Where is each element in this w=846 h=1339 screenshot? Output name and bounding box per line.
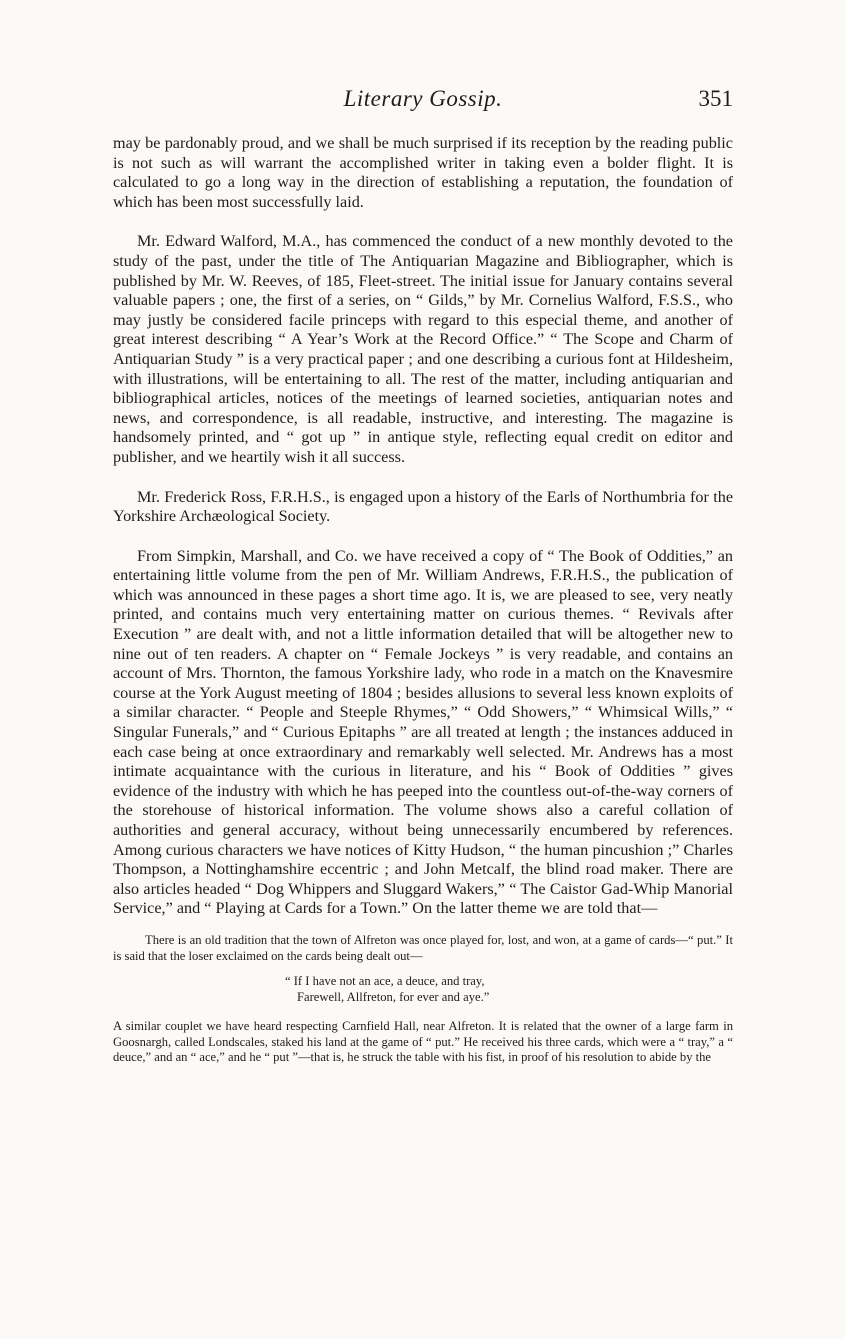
paragraph-book-of-oddities: From Simpkin, Marshall, and Co. we have received a copy of “ The Book of Oddities,” an entertaining little volume from the pen of Mr. William Andrews, F.R.H.S., the publication of which was announced in these pages a short time ago. It is, we are pleased to see, very neatly printed, and contains much very entertaining matter on curious themes. “ Revivals after Execution ” are dealt with, and not a little information detailed that will be altogether new to nine out of ten readers. A chapter on “ Female Jockeys ” is very readable, and contains an account of Mrs. Thornton, the famous Yorkshire lady, who rode in a match on the Knavesmire course at the York August meeting of 1804 ; besides allusions to several less known exploits of a similar character. “ People and Steeple Rhymes,” “ Odd Showers,” “ Whimsical Wills,” “ Singular Funerals,” and “ Curious Epitaphs ” are all treated at length ; the instances adduced in each case being at once extraordinary and remarkably well selected. Mr. Andrews has a most intimate acquaintance with the curious in literature, and his “ Book of Oddities ” gives evidence of the industry with which he has peeped into the countless out-of-the-way corners of the storehouse of historical information. The volume shows also a careful collation of authorities and general accuracy, without being unnecessarily encumbered by references. Among curious characters we have notices of Kitty Hudson, “ the human pincushion ;” Charles Thompson, a Nottinghamshire eccentric ; and John Metcalf, the blind road maker. There are also articles headed “ Dog Whippers and Sluggard Wakers,” “ The Caistor Gad-Whip Manorial Service,” and “ Playing at Cards for a Town.” On the latter theme we are told that—: [113, 546, 733, 918]
paragraph-frederick-ross: Mr. Frederick Ross, F.R.H.S., is engaged upon a history of the Earls of Northumbria for the Yorkshire Archæological Society.: [113, 487, 733, 526]
verse-line-1: “ If I have not an ace, a deuce, and tray,: [285, 974, 485, 989]
verse-couplet: [285, 973, 733, 1005]
article-body: [113, 134, 733, 1066]
block-quote: There is an old tradition that the town of Alfreton was once played for, lost, and won, at a game of cards—“ put.” It is said that the loser exclaimed on the cards being dealt out—: [113, 932, 733, 963]
verse-line-2: Farewell, Allfreton, for ever and aye.”: [297, 990, 490, 1005]
page-header: [113, 86, 733, 116]
paragraph-continued: may be pardonably proud, and we shall be much surprised if its reception by the reading public is not such as will warrant the accomplished writer in taking even a bolder flight. It is calculated to go a long way in the direction of establishing a reputation, the foundation of which has been most successfully laid.: [113, 134, 733, 211]
closing-paragraph: A similar couplet we have heard respecting Carnfield Hall, near Alfreton. It is related that the owner of a large farm in Goosnargh, called Londscales, staked his land at the game of “ put.” He received his three cards, which were a “ tray,” a “ deuce,” and an “ ace,” and he “ put ”—that is, he struck the table with his fist, in proof of his resolution to abide by the: [113, 1019, 733, 1065]
running-head: Literary Gossip.: [343, 86, 503, 111]
page-number: 351: [698, 86, 733, 111]
paragraph-antiquarian-magazine: Mr. Edward Walford, M.A., has commenced the conduct of a new monthly devoted to the study of the past, under the title of The Antiquarian Magazine and Bibliographer, which is published by Mr. W. Reeves, of 185, Fleet-street. The initial issue for January contains several valuable papers ; one, the first of a series, on “ Gilds,” by Mr. Cornelius Walford, F.S.S., who may justly be considered facile princeps with regard to this especial theme, and another of great interest describing “ A Year’s Work at the Record Office.” “ The Scope and Charm of Antiquarian Study ” is a very practical paper ; and one describing a curious font at Hildesheim, with illustrations, will be entertaining to all. The rest of the matter, including antiquarian and bibliographical articles, notices of the meetings of learned societies, antiquarian notes and news, and correspondence, is all readable, instructive, and interesting. The magazine is handsomely printed, and “ got up ” in antique style, reflecting equal credit on editor and publisher, and we heartily wish it all success.: [113, 232, 733, 466]
